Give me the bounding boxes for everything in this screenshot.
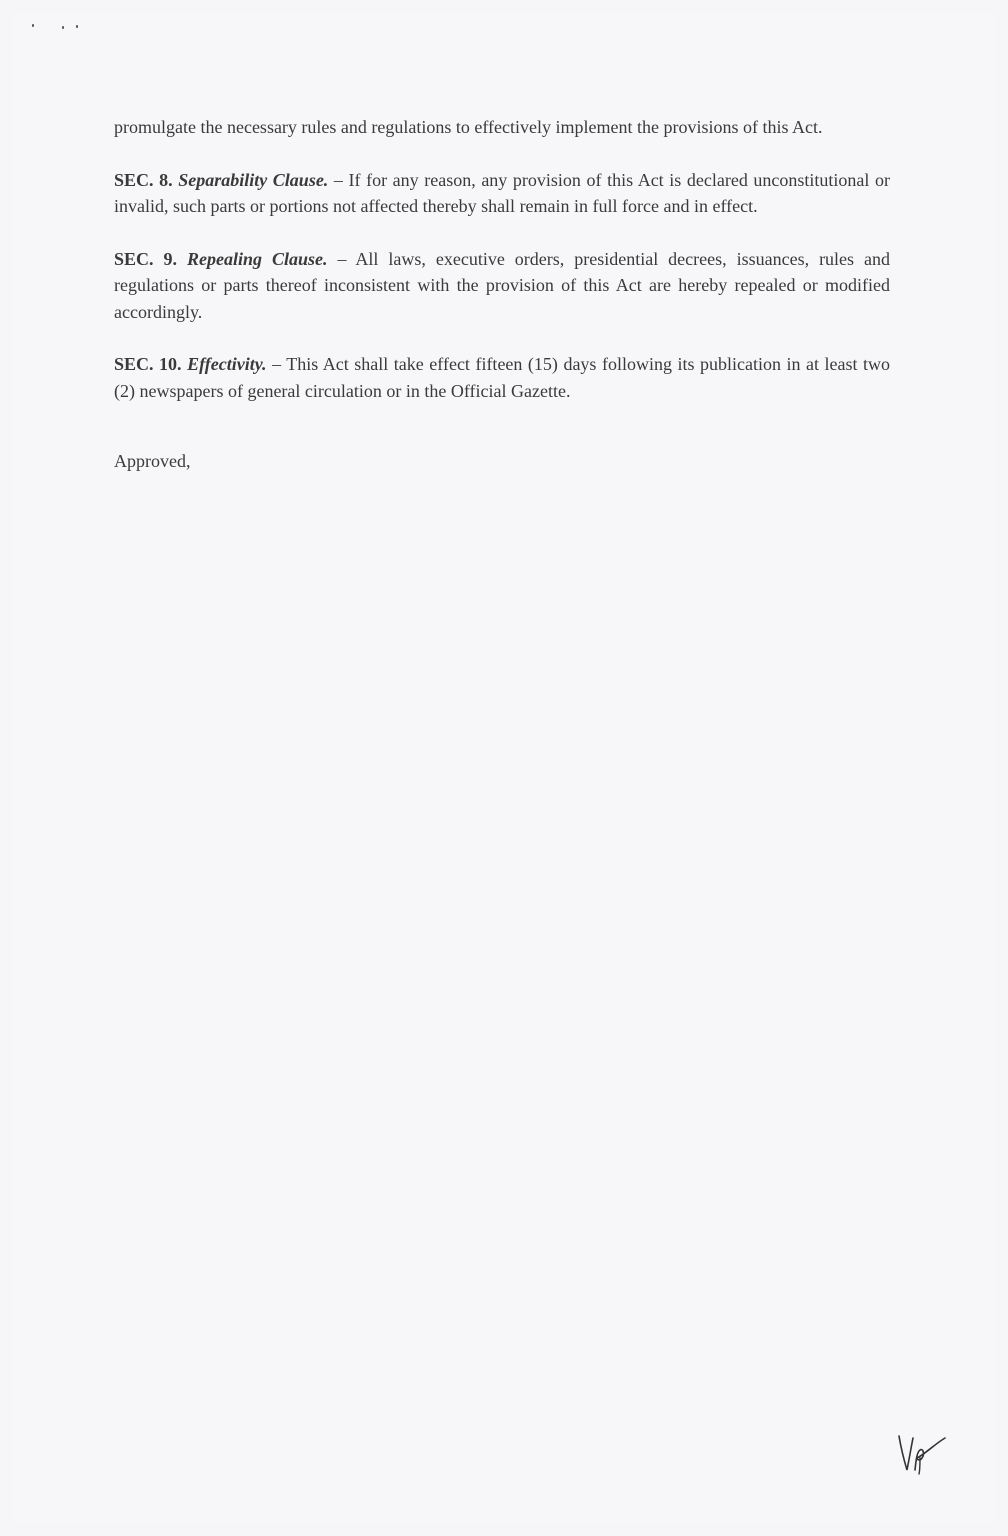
section-9-repealing	[114, 246, 890, 326]
closing-approved: Approved,	[114, 451, 191, 471]
section-title: Separability Clause.	[178, 169, 329, 190]
section-number: SEC. 10.	[114, 354, 182, 374]
section-number: SEC. 9.	[114, 248, 177, 269]
paragraph-body: – All laws, executive orders, presidential decrees, issuances, rules and regulations or parts thereof inconsistent with the provision of this Act are hereby repealed or modified accordingly.	[114, 248, 891, 322]
paragraph-continuation	[114, 114, 890, 141]
section-10-effectivity	[114, 351, 890, 404]
paragraph-body: – If for any reason, any provision of this Act is declared unconstitutional or invalid, such parts or portions not affected thereby shall remain in full force and in effect.	[114, 169, 890, 216]
paragraph-body: – This Act shall take effect fifteen (15) days following its publication in at least two (2) newspapers of general circulation or in the Official Gazette.	[114, 354, 891, 401]
paragraph-body: promulgate the necessary rules and regulations to effectively implement the provisions of this Act.	[114, 117, 823, 137]
section-number: SEC. 8.	[114, 169, 173, 190]
scan-marks	[32, 20, 92, 30]
section-title: Effectivity.	[187, 354, 267, 374]
scan-mark	[76, 25, 78, 28]
scan-mark	[32, 24, 34, 27]
document-body	[114, 114, 890, 501]
initials-signature-icon	[895, 1430, 955, 1475]
scan-mark	[62, 26, 64, 29]
section-title: Repealing Clause.	[186, 248, 328, 269]
section-8-separability	[114, 167, 890, 220]
